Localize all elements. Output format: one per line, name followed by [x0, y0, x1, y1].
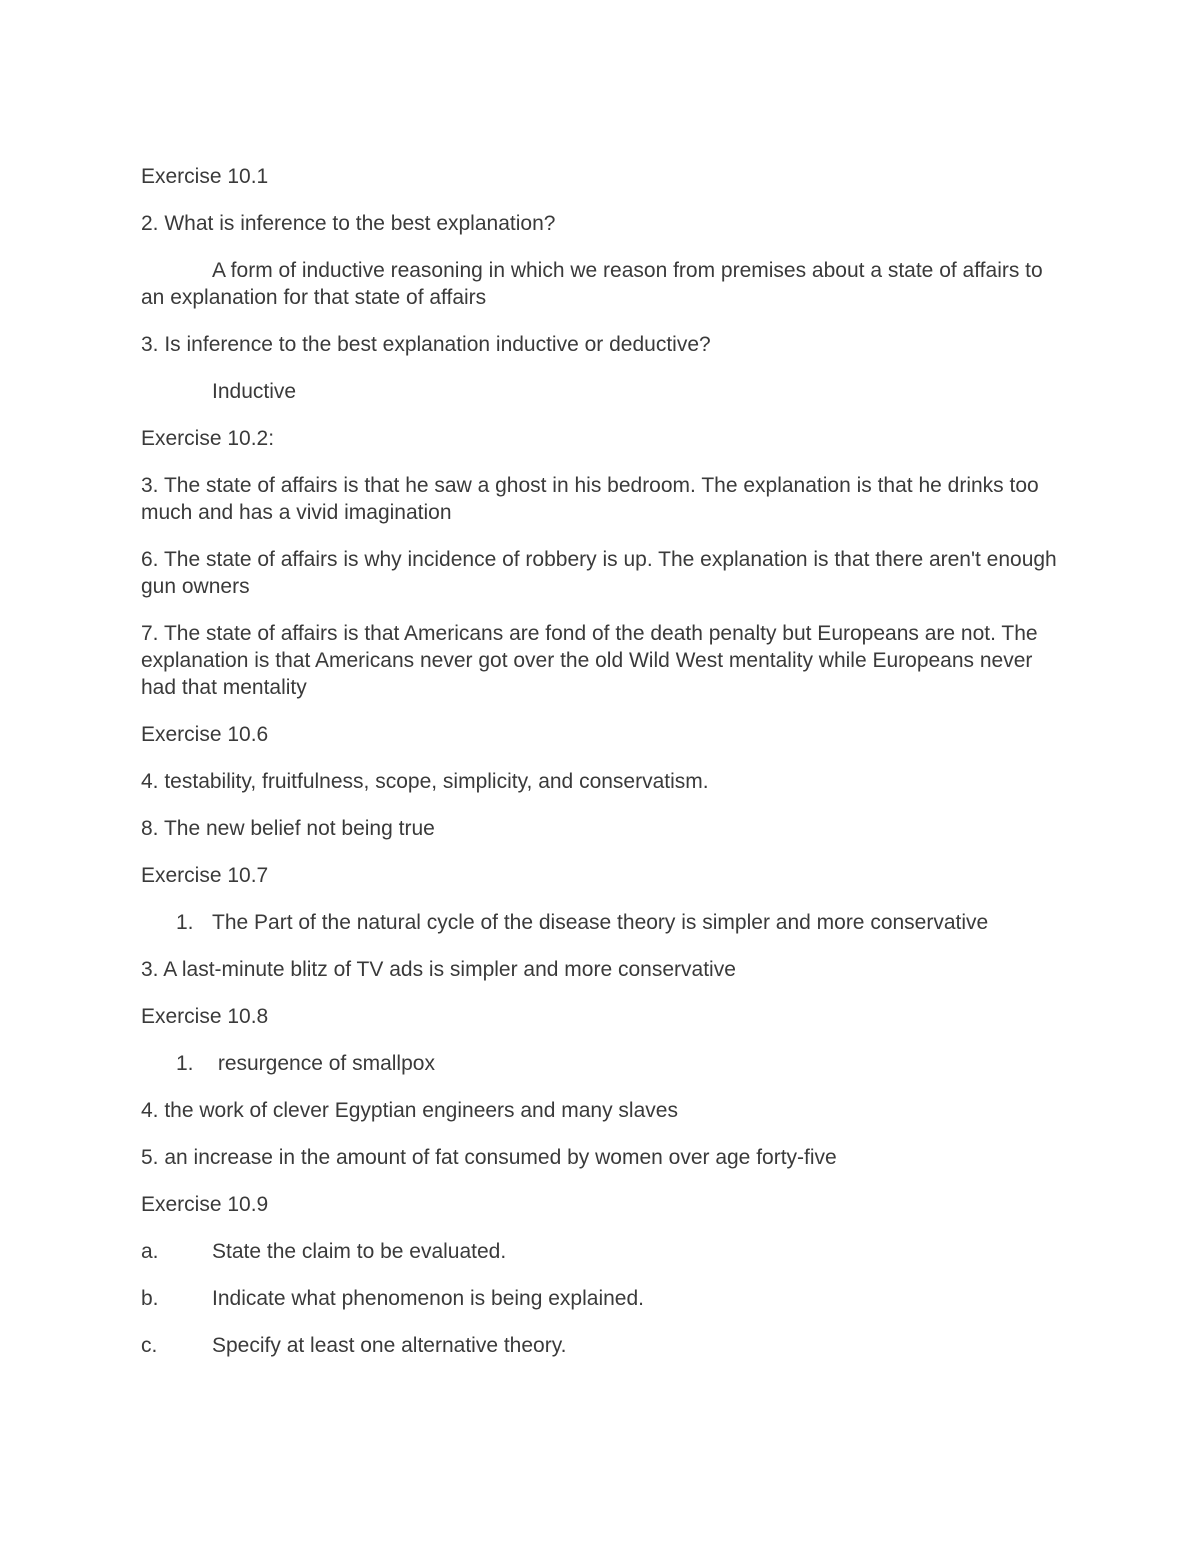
- exercise-heading: Exercise 10.9: [141, 1193, 269, 1216]
- list-item-text: Indicate what phenomenon is being explained.: [212, 1287, 644, 1310]
- list-item-text: Specify at least one alternative theory.: [212, 1334, 567, 1357]
- lettered-list-item: [141, 1285, 1061, 1312]
- answer-text: 8. The new belief not being true: [141, 817, 435, 840]
- answer-text: Inductive: [212, 380, 297, 403]
- answer-text: 3. The state of affairs is that he saw a ghost in his bedroom. The explanation is that he drinks too much and has a vivid imagination: [141, 474, 1039, 524]
- exercise-heading: Exercise 10.7: [141, 864, 269, 887]
- list-item-text: resurgence of smallpox: [212, 1052, 435, 1075]
- list-item-text: State the claim to be evaluated.: [212, 1240, 507, 1263]
- exercise-heading: Exercise 10.8: [141, 1005, 269, 1028]
- list-number: 1.: [176, 911, 194, 934]
- answer-text: A form of inductive reasoning in which we reason from premises about a state of affairs to an explanation for that state of affairs: [141, 259, 1043, 309]
- lettered-list-item: [141, 1332, 1061, 1359]
- numbered-list-item: [141, 1050, 1061, 1077]
- answer-text: 5. an increase in the amount of fat consumed by women over age forty-five: [141, 1146, 837, 1169]
- exercise-heading: Exercise 10.6: [141, 723, 269, 746]
- answer-text: 7. The state of affairs is that Americans are fond of the death penalty but Europeans are not. The explanation is that Americans never got over the old Wild West mentality while Europeans never had that mentality: [141, 622, 1038, 699]
- list-letter: a.: [141, 1240, 159, 1263]
- answer-text: 3. A last-minute blitz of TV ads is simpler and more conservative: [141, 958, 736, 981]
- question-text: 2. What is inference to the best explanation?: [141, 212, 556, 235]
- lettered-list-item: [141, 1238, 1061, 1265]
- list-letter: c.: [141, 1334, 158, 1357]
- question-text: 3. Is inference to the best explanation inductive or deductive?: [141, 333, 711, 356]
- list-item-text: The Part of the natural cycle of the disease theory is simpler and more conservative: [212, 911, 989, 934]
- document-body: [141, 163, 1061, 1379]
- answer-text: 6. The state of affairs is why incidence of robbery is up. The explanation is that there aren't enough gun owners: [141, 548, 1057, 598]
- numbered-list-item: [141, 909, 1061, 936]
- list-number: 1.: [176, 1052, 194, 1075]
- answer-text: 4. testability, fruitfulness, scope, simplicity, and conservatism.: [141, 770, 709, 793]
- exercise-heading: Exercise 10.2:: [141, 427, 275, 450]
- list-letter: b.: [141, 1287, 159, 1310]
- answer-text: 4. the work of clever Egyptian engineers and many slaves: [141, 1099, 678, 1122]
- exercise-heading: Exercise 10.1: [141, 165, 269, 188]
